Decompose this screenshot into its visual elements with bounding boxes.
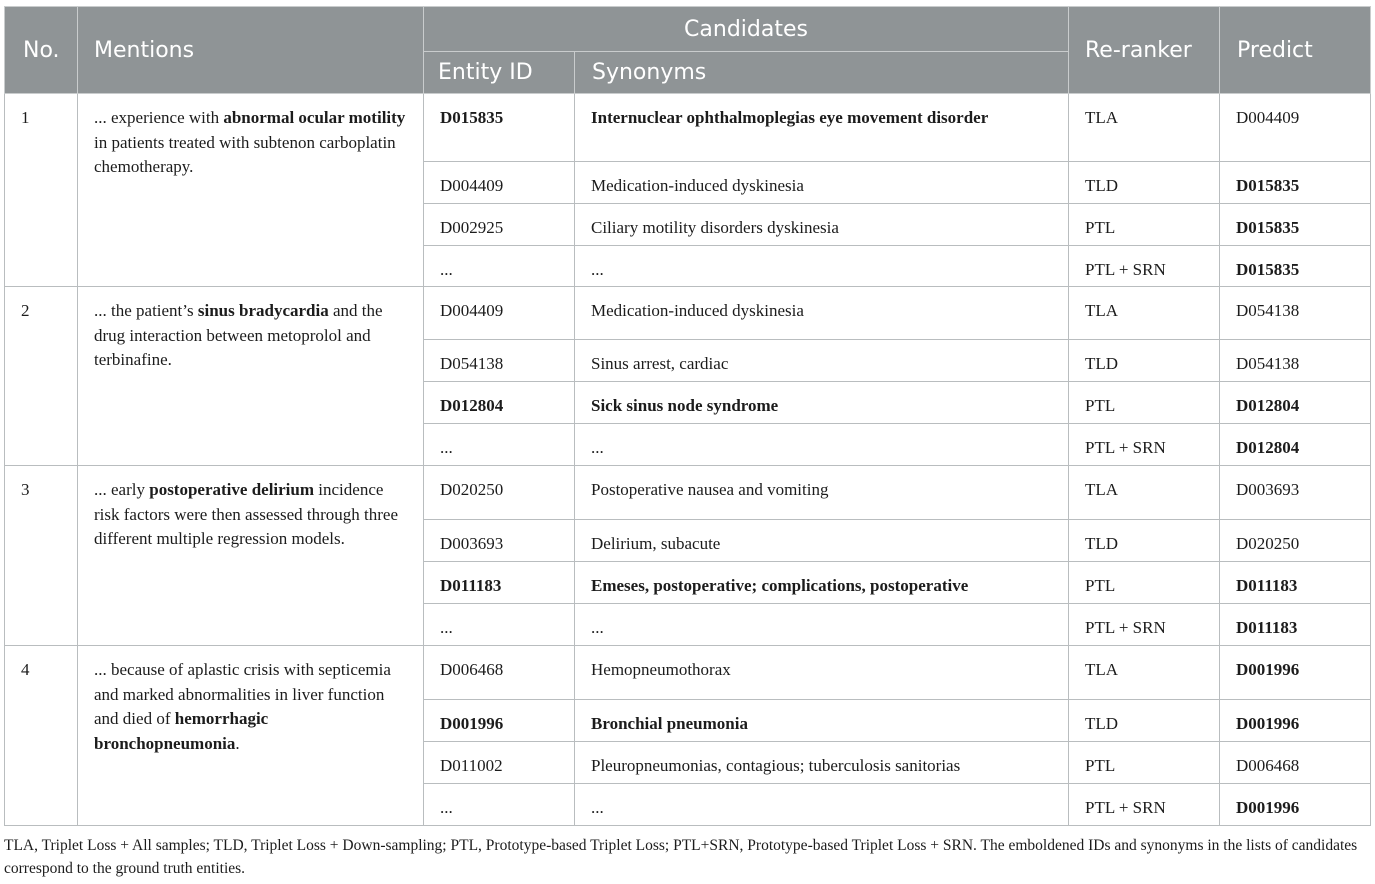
candidate-entity-id: D006468	[424, 646, 575, 700]
table-row	[5, 646, 1371, 700]
mention-text	[78, 94, 424, 287]
reranker-name: TLA	[1069, 646, 1220, 700]
reranker-name: PTL	[1069, 562, 1220, 604]
mention-fragment: ... the patient’s	[94, 301, 198, 320]
candidate-synonym: ...	[575, 246, 1069, 287]
candidate-entity-id: ...	[424, 246, 575, 287]
candidate-synonym: Postoperative nausea and vomiting	[575, 466, 1069, 520]
candidate-synonym: Sick sinus node syndrome	[575, 382, 1069, 424]
predicted-entity-id: D001996	[1220, 784, 1371, 826]
predicted-entity-id: D054138	[1220, 340, 1371, 382]
reranker-name: TLA	[1069, 466, 1220, 520]
reranker-name: PTL	[1069, 382, 1220, 424]
candidate-entity-id: D011002	[424, 742, 575, 784]
mention-text	[78, 466, 424, 646]
results-table-container	[4, 6, 1370, 826]
table-header	[5, 7, 1371, 94]
candidate-entity-id: D011183	[424, 562, 575, 604]
reranker-name: TLD	[1069, 520, 1220, 562]
entity-linking-table	[4, 6, 1371, 826]
candidate-entity-id: ...	[424, 604, 575, 646]
reranker-name: PTL + SRN	[1069, 246, 1220, 287]
reranker-name: PTL + SRN	[1069, 604, 1220, 646]
reranker-name: TLA	[1069, 94, 1220, 162]
mention-highlight: hemorrhagic bronchopneumonia	[94, 709, 269, 753]
mention-text	[78, 287, 424, 466]
predicted-entity-id: D006468	[1220, 742, 1371, 784]
mention-fragment: in patients treated with subtenon carboplatin chemotherapy.	[94, 132, 396, 176]
candidate-entity-id: D002925	[424, 204, 575, 246]
mention-fragment: ... early	[94, 480, 150, 499]
mention-highlight: sinus bradycardia	[197, 301, 329, 320]
mention-text	[78, 646, 424, 826]
predicted-entity-id: D001996	[1220, 700, 1371, 742]
table-row	[5, 466, 1371, 520]
reranker-name: TLA	[1069, 287, 1220, 340]
predicted-entity-id: D004409	[1220, 94, 1371, 162]
candidate-synonym: Ciliary motility disorders dyskinesia	[575, 204, 1069, 246]
predicted-entity-id: D011183	[1220, 604, 1371, 646]
header-no: No.	[5, 7, 78, 94]
candidate-entity-id: D004409	[424, 162, 575, 204]
reranker-name: PTL	[1069, 742, 1220, 784]
header-predict: Predict	[1220, 7, 1371, 94]
candidate-entity-id: ...	[424, 424, 575, 466]
row-number: 4	[5, 646, 78, 826]
row-number: 3	[5, 466, 78, 646]
mention-fragment: and the drug interaction between metoprolol and terbinafine.	[94, 301, 383, 369]
candidate-entity-id: D012804	[424, 382, 575, 424]
candidate-synonym: ...	[575, 424, 1069, 466]
candidate-entity-id: D054138	[424, 340, 575, 382]
candidate-synonym: Bronchial pneumonia	[575, 700, 1069, 742]
mention-fragment: ... because of aplastic crisis with septicemia and marked abnormalities in liver function and died of	[94, 660, 391, 728]
table-row	[5, 287, 1371, 340]
header-candidates: Candidates	[424, 7, 1069, 52]
candidate-entity-id: D001996	[424, 700, 575, 742]
reranker-name: PTL + SRN	[1069, 784, 1220, 826]
candidate-synonym: Pleuropneumonias, contagious; tuberculosis sanitorias	[575, 742, 1069, 784]
header-mentions: Mentions	[78, 7, 424, 94]
predicted-entity-id: D001996	[1220, 646, 1371, 700]
candidate-entity-id: D004409	[424, 287, 575, 340]
predicted-entity-id: D012804	[1220, 424, 1371, 466]
candidate-entity-id: D003693	[424, 520, 575, 562]
candidate-synonym: Sinus arrest, cardiac	[575, 340, 1069, 382]
candidate-synonym: Emeses, postoperative; complications, postoperative	[575, 562, 1069, 604]
candidate-synonym: Internuclear ophthalmoplegias eye movement disorder	[575, 94, 1069, 162]
predicted-entity-id: D015835	[1220, 246, 1371, 287]
predicted-entity-id: D003693	[1220, 466, 1371, 520]
candidate-synonym: Hemopneumothorax	[575, 646, 1069, 700]
header-reranker: Re-ranker	[1069, 7, 1220, 94]
predicted-entity-id: D012804	[1220, 382, 1371, 424]
reranker-name: TLD	[1069, 340, 1220, 382]
predicted-entity-id: D020250	[1220, 520, 1371, 562]
predicted-entity-id: D015835	[1220, 204, 1371, 246]
predicted-entity-id: D011183	[1220, 562, 1371, 604]
reranker-name: PTL + SRN	[1069, 424, 1220, 466]
mention-highlight: abnormal ocular motility	[223, 108, 406, 127]
candidate-synonym: Delirium, subacute	[575, 520, 1069, 562]
table-footnote: TLA, Triplet Loss + All samples; TLD, Triplet Loss + Down-sampling; PTL, Prototype-based Triplet Loss; PTL+SRN, Prototype-based Triplet Loss + SRN. The emboldened IDs and synonyms in the lists of candidates correspond to the ground truth entities.	[4, 837, 1358, 877]
candidate-synonym: Medication-induced dyskinesia	[575, 287, 1069, 340]
mention-fragment: .	[235, 733, 240, 753]
candidate-synonym: ...	[575, 784, 1069, 826]
table-body	[5, 94, 1371, 826]
header-synonyms: Synonyms	[575, 52, 1069, 94]
table-row	[5, 94, 1371, 162]
reranker-name: PTL	[1069, 204, 1220, 246]
row-number: 2	[5, 287, 78, 466]
candidate-synonym: Medication-induced dyskinesia	[575, 162, 1069, 204]
mention-fragment: ... experience with	[94, 108, 224, 127]
reranker-name: TLD	[1069, 162, 1220, 204]
candidate-synonym: ...	[575, 604, 1069, 646]
row-number: 1	[5, 94, 78, 287]
reranker-name: TLD	[1069, 700, 1220, 742]
candidate-entity-id: D020250	[424, 466, 575, 520]
candidate-entity-id: D015835	[424, 94, 575, 162]
mention-fragment: incidence risk factors were then assessed through three different multiple regression models.	[94, 480, 399, 548]
candidate-entity-id: ...	[424, 784, 575, 826]
header-entity-id: Entity ID	[424, 52, 575, 94]
predicted-entity-id: D015835	[1220, 162, 1371, 204]
predicted-entity-id: D054138	[1220, 287, 1371, 340]
mention-highlight: postoperative delirium	[149, 480, 315, 499]
